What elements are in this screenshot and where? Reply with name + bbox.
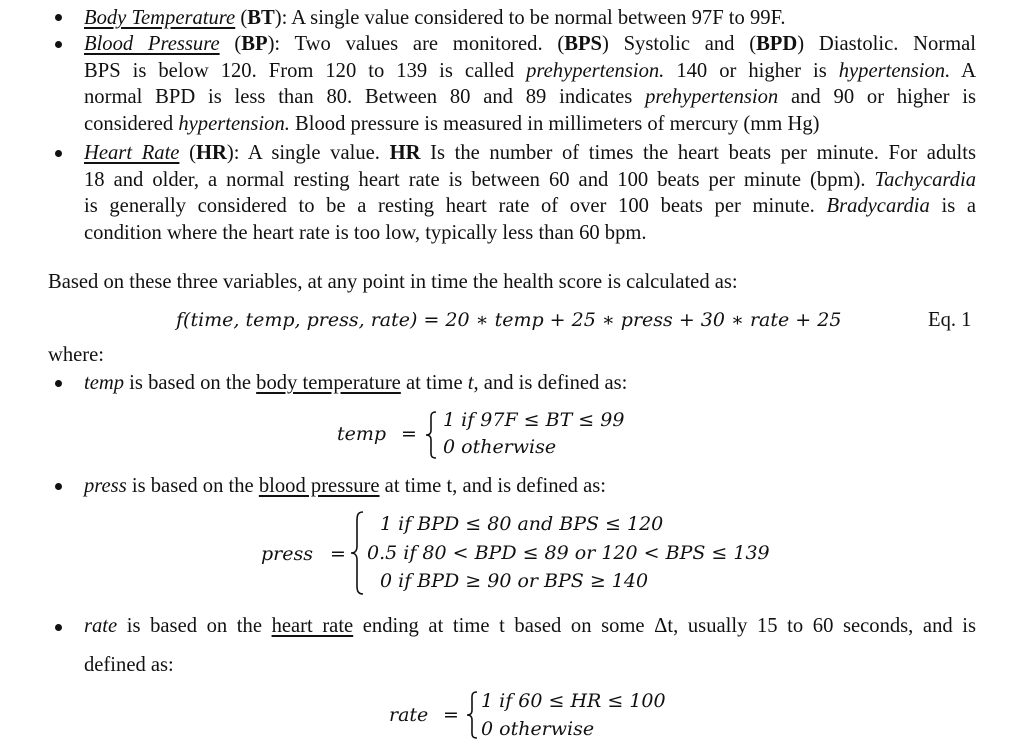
bullet-dot	[55, 380, 62, 387]
rate-line-1	[84, 613, 976, 640]
temp-text: at time	[400, 372, 468, 394]
bp-term-italic: hypertension.	[178, 112, 290, 135]
bp-line-4	[84, 111, 976, 138]
bullet-dot	[55, 150, 62, 157]
bt-abbr: BT	[247, 7, 275, 29]
temp-lhs: temp	[337, 423, 387, 445]
intro-paragraph: Based on these three variables, at any point in time the health score is calculated as:	[48, 271, 738, 293]
rate-var: rate	[84, 615, 118, 637]
bp-text: BPS is below 120. From 120 to 139 is called	[84, 59, 527, 82]
temp-item	[84, 370, 627, 397]
bullet-dot	[55, 624, 62, 631]
temp-equals: =	[401, 423, 417, 445]
bullet-dot	[55, 14, 62, 21]
bp-term-italic: hypertension.	[838, 59, 951, 82]
hr-text: condition where the heart rate is too low, typically less than 60 bpm.	[84, 221, 647, 244]
bpd-abbr: BPD	[756, 33, 798, 55]
hr-line-1: Heart Rate (HR): A single value. HR Is the number of times the heart beats per minute. For adults	[84, 142, 977, 164]
temp-time: t	[467, 372, 474, 394]
hr-abbr: HR	[389, 142, 421, 164]
rate-text: ending at time t based on some Δt, usually 15 to 60 seconds, and is	[353, 615, 976, 637]
press-case-2: 0.5 if 80 < BPD ≤ 89 or 120 < BPS ≤ 139	[367, 542, 770, 564]
temp-case-2: 0 otherwise	[443, 436, 557, 458]
rate-equals: =	[443, 704, 459, 726]
hr-line-2	[84, 167, 976, 194]
hr-line-3	[84, 193, 976, 220]
bp-line-1: Blood Pressure (BP): Two values are monitored. (BPS) Systolic and (BPD) Diastolic. Normal	[84, 33, 977, 55]
rate-underline: heart rate	[271, 615, 354, 637]
press-case-3: 0 if BPD ≥ 90 or BPS ≥ 140	[380, 570, 649, 592]
brace-icon	[348, 510, 366, 596]
bullet-dot	[55, 41, 62, 48]
bp-text: Blood pressure is measured in millimeters of mercury (mm Hg)	[289, 112, 820, 135]
hr-term: Heart Rate	[84, 142, 180, 164]
bp-abbr: BP	[241, 33, 268, 55]
temp-text: is based on the	[124, 372, 257, 394]
bullet-dot	[55, 483, 62, 490]
hr-text: 18 and older, a normal resting heart rate is between 60 and 100 beats per minute (bpm).	[84, 168, 866, 191]
bp-text: ) Systolic and (	[602, 33, 757, 55]
temp-case-1: 1 if 97F ≤ BT ≤ 99	[443, 409, 625, 431]
bt-term: Body Temperature	[84, 7, 236, 29]
bp-line-2	[84, 58, 976, 85]
bp-item	[84, 31, 976, 137]
bp-term-italic: prehypertension	[645, 86, 779, 108]
hr-abbr: HR	[195, 142, 227, 164]
press-equals: =	[330, 543, 346, 565]
brace-icon	[464, 690, 480, 740]
hr-term-italic: Bradycardia	[826, 195, 930, 217]
temp-underline: body temperature	[256, 372, 401, 394]
bp-text: normal BPD is less than 80. Between 80 and 89 indicates	[84, 86, 646, 108]
hr-text: Is the number of times the heart beats per minute. For adults	[420, 142, 977, 164]
rate-line-2: defined as:	[84, 653, 174, 676]
bp-text: and 90 or higher is	[778, 86, 977, 108]
rate-item	[84, 613, 976, 678]
hr-line-4	[84, 220, 976, 247]
bp-text: considered	[84, 112, 179, 135]
equation-label: Eq. 1	[928, 309, 972, 331]
press-lhs: press	[261, 543, 313, 565]
bp-text: 140 or higher is	[664, 59, 839, 82]
hr-text: : A single value.	[233, 142, 390, 164]
bp-text: ) Diastolic. Normal	[797, 33, 977, 55]
temp-text: , and is defined as:	[473, 372, 628, 394]
hr-term-italic: Tachycardia	[874, 168, 976, 191]
rate-case-2: 0 otherwise	[481, 718, 595, 740]
rate-case-1: 1 if 60 ≤ HR ≤ 100	[481, 690, 666, 712]
press-case-1: 1 if BPD ≤ 80 and BPS ≤ 120	[380, 513, 664, 535]
bp-term-italic: prehypertension.	[526, 59, 665, 82]
bt-text: : A single value considered to be normal between 97F to 99F.	[281, 7, 786, 29]
rate-text: is based on the	[117, 615, 272, 637]
where-label: where:	[48, 344, 105, 366]
brace-icon	[423, 410, 439, 460]
equation-formula: f(time, temp, press, rate) = 20 ∗ temp + 25 ∗ press + 30 ∗ rate + 25	[176, 309, 842, 331]
rate-lhs: rate	[389, 704, 429, 726]
bp-text: A	[950, 59, 976, 82]
press-item	[84, 473, 606, 500]
bps-abbr: BPS	[564, 33, 602, 55]
hr-text: is a	[941, 195, 977, 217]
hr-text: is generally considered to be a resting heart rate of over 100 beats per minute.	[84, 195, 815, 217]
press-var: press	[84, 475, 127, 497]
bp-term: Blood Pressure	[84, 33, 220, 55]
temp-var: temp	[84, 372, 125, 394]
press-text: at time t, and is defined as:	[379, 475, 607, 497]
bt-item: Body Temperature (BT): A single value considered to be normal between 97F to 99F.	[84, 7, 786, 29]
hr-item	[84, 140, 976, 246]
bp-text: : Two values are monitored. (	[274, 33, 565, 55]
bp-line-3	[84, 84, 976, 111]
press-text: is based on the	[126, 475, 259, 497]
press-underline: blood pressure	[258, 475, 380, 497]
